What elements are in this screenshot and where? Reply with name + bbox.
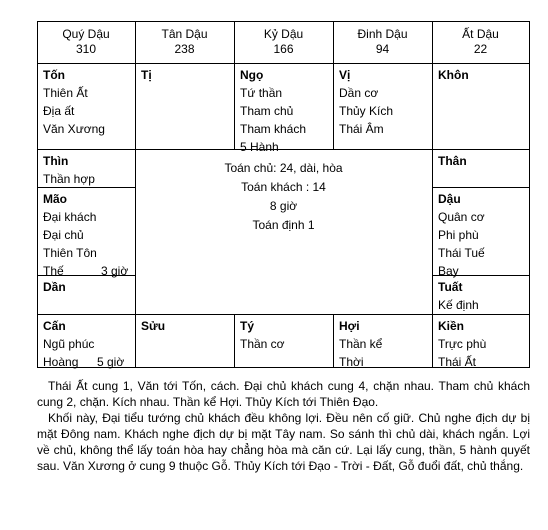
cell-title: Vị [339, 68, 351, 82]
chart-table [37, 21, 530, 368]
cell-line: Địa ất [43, 104, 75, 118]
cell-line: Thần hợp [43, 172, 95, 186]
header-number: 22 [473, 42, 488, 56]
paragraph-2 [37, 410, 530, 474]
cell-line: Ngũ phúc [43, 337, 95, 351]
cell-line: Thiên Tôn [43, 246, 97, 260]
cell-line: Văn Xương [43, 122, 105, 136]
cell-ton [43, 66, 105, 138]
cell-dau [438, 190, 485, 280]
cell-line-value: 3 giờ [101, 264, 129, 278]
grid-line [432, 187, 530, 188]
cell-hoi [339, 317, 382, 371]
header-name: Đinh Dậu [357, 27, 408, 41]
grid-line [37, 21, 38, 368]
grid-line [135, 314, 136, 368]
cell-title: Hợi [339, 319, 360, 333]
paragraph-text: Khối này, Đại tiểu tướng chủ khách đều không lợi. Đều nên cố giữ. Chủ nghe địch dự bị mặt Đông nam. Khách nghe địch dự bị mặt Tây nam. So sánh thì chủ dài, khách ngắn. Lợi về chủ, không thể lấy toán hòa hay chẳng hòa mà căn cứ. Lại lấy cung, thần, 5 hành quyết sau. Văn Xương ở cung 9 thuộc Gỗ. Thủy Kích tới Đạo - Trời - Đất, Gỗ đuổi đất, chủ thắng. [37, 411, 530, 473]
cell-line: Đại khách [43, 210, 97, 224]
grid-line [529, 21, 530, 368]
cell-line: Thái Âm [339, 122, 384, 136]
header-cell-4 [333, 27, 432, 57]
cell-line: Đại chủ [43, 228, 84, 242]
cell-line: Tham khách [240, 122, 307, 136]
header-name: Quý Dậu [62, 27, 110, 41]
cell-line-label: Thế [43, 264, 64, 278]
cell-title: Dần [43, 280, 66, 294]
cell-title: Ngọ [240, 68, 264, 82]
grid-line [333, 314, 334, 368]
cell-ty [240, 317, 285, 353]
cell-line: Thần kể [339, 337, 383, 351]
cell-line: Tứ thần [240, 86, 283, 100]
cell-line-label: Hoàng [43, 355, 79, 369]
cell-line: Tham chủ [240, 104, 294, 118]
cell-title: Tý [240, 319, 255, 333]
cell-tuat [438, 278, 479, 314]
cell-title: Tuất [438, 280, 463, 294]
cell-mao [43, 190, 131, 280]
center-line: Toán khách : 14 [241, 180, 326, 194]
center-summary [135, 159, 432, 235]
cell-ti [141, 66, 152, 84]
paragraph-text: Thái Ất cung 1, Văn tới Tốn, cách. Đại chủ khách cung 4, chặn nhau. Tham chủ khách cung 2, chặn. Kích nhau. Thần kể Hợi. Thủy Kích tới Thiên Đạo. [37, 379, 530, 409]
cell-line: Thần cơ [240, 337, 285, 351]
paragraph-1 [37, 378, 530, 410]
cell-line: Thiên Ất [43, 86, 88, 100]
cell-line: Bay [438, 264, 459, 278]
cell-line [43, 353, 131, 371]
cell-title: Tốn [43, 68, 65, 82]
cell-than [438, 152, 467, 170]
cell-title: Thìn [43, 154, 69, 168]
grid-line [234, 314, 235, 368]
cell-ngo [240, 66, 306, 156]
header-cell-2 [135, 27, 234, 57]
cell-title: Tị [141, 68, 152, 82]
header-number: 238 [174, 42, 195, 56]
header-name: Ất Dậu [462, 27, 499, 41]
center-line: 8 giờ [269, 199, 298, 213]
header-name: Kỷ Dậu [263, 27, 304, 41]
cell-title: Thân [438, 154, 467, 168]
cell-title: Kiền [438, 319, 465, 333]
cell-title: Sửu [141, 319, 166, 333]
cell-line-value: 5 giờ [97, 355, 125, 369]
cell-line: Phi phù [438, 228, 479, 242]
header-number: 94 [375, 42, 390, 56]
header-number: 166 [273, 42, 294, 56]
cell-title: Khôn [438, 68, 469, 82]
cell-line: Quân cơ [438, 210, 485, 224]
cell-vi [339, 66, 393, 138]
cell-title: Dậu [438, 192, 461, 206]
cell-suu [141, 317, 165, 335]
cell-can [43, 317, 131, 371]
grid-line [37, 314, 530, 315]
header-cell-1 [37, 27, 135, 57]
center-line: Toán định 1 [252, 218, 315, 232]
cell-kien [438, 317, 486, 371]
cell-title: Cấn [43, 319, 66, 333]
cell-line: Thời [339, 355, 364, 369]
cell-line: Thủy Kích [339, 104, 394, 118]
cell-line: Kế định [438, 298, 479, 312]
grid-line [37, 63, 530, 64]
cell-line: Dần cơ [339, 86, 379, 100]
cell-title: Mão [43, 192, 67, 206]
cell-line: Thái Tuế [438, 246, 485, 260]
header-name: Tân Dậu [161, 27, 208, 41]
grid-line [37, 21, 530, 22]
cell-dan [43, 278, 66, 296]
cell-line: 5 Hành [240, 140, 279, 154]
cell-line: Trực phù [438, 337, 487, 351]
header-cell-5 [432, 27, 529, 57]
center-line: Toán chủ: 24, dài, hòa [224, 161, 343, 175]
header-cell-3 [234, 27, 333, 57]
header-number: 310 [75, 42, 97, 56]
grid-line [432, 21, 433, 368]
cell-khon [438, 66, 469, 84]
cell-thin [43, 152, 95, 188]
cell-line: Thái Ất [438, 355, 477, 369]
